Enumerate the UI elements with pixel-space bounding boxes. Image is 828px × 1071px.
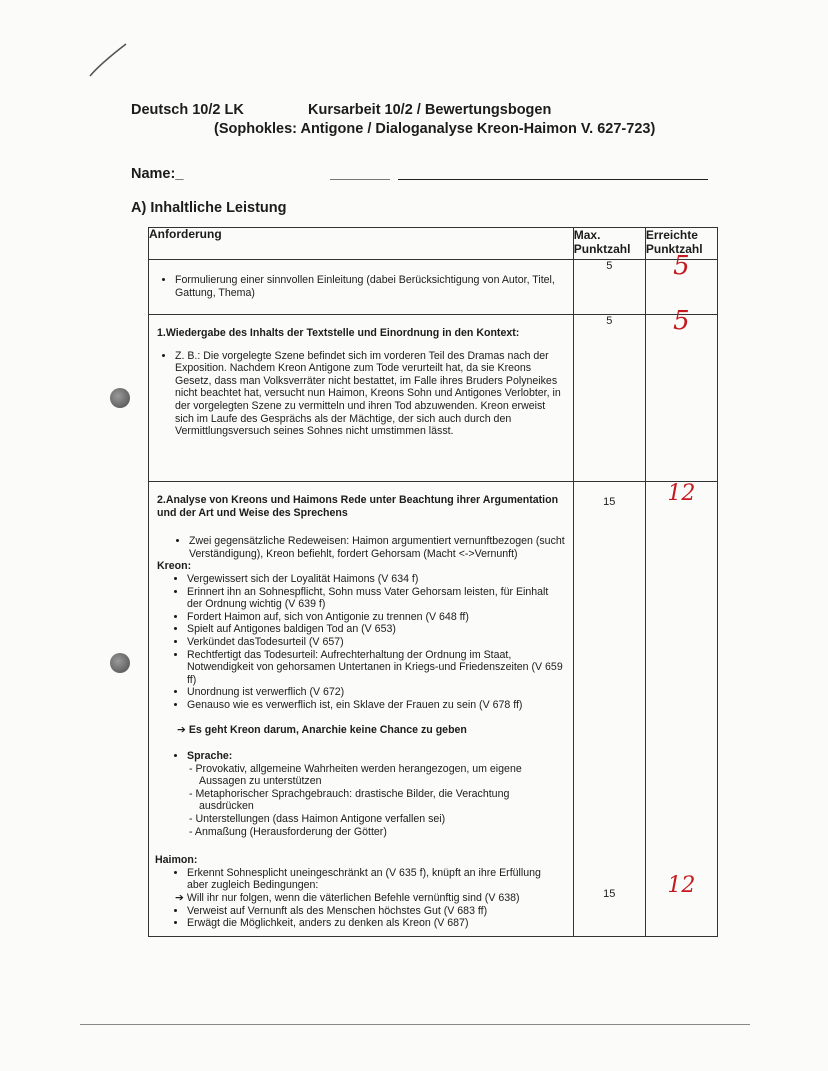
name-underline <box>398 179 708 180</box>
max-points: 5 <box>573 260 645 315</box>
requirement-cell <box>149 315 574 482</box>
header-max-line1: Max. <box>573 228 601 242</box>
list-item: • Verweist auf Vernunft als des Menschen höchstes Gut (V 683 ff) <box>187 905 565 918</box>
requirement-cell <box>149 260 574 315</box>
haimon-arrow-line <box>157 892 565 905</box>
punch-hole-bottom <box>110 653 130 673</box>
grading-table <box>148 227 718 937</box>
list-item: - Metaphorischer Sprachgebrauch: drastische Bilder, die Verachtung ausdrücken <box>199 788 565 813</box>
max-points: 15 <box>603 888 616 900</box>
page-bottom-edge <box>80 1024 750 1025</box>
handwritten-score: 12 <box>667 873 696 898</box>
name-underline-short <box>330 179 390 180</box>
achieved-points-cell <box>645 306 717 482</box>
list-item: • Erkennt Sohnesplicht uneingeschränkt an (V 635 f), knüpft an ihre Erfüllung aber zugleich Bedingungen: <box>187 867 565 892</box>
list-item: • Verkündet dasTodesurteil (V 657) <box>187 636 565 649</box>
name-label: Name:_ <box>131 166 184 182</box>
kreon-conclusion-text: Es geht Kreon darum, Anarchie keine Chance zu geben <box>188 723 467 736</box>
arrow-icon: ➔ <box>175 892 184 905</box>
list-item: • Vergewissert sich der Loyalität Haimons (V 634 f) <box>187 573 565 586</box>
table-header-row <box>149 228 718 260</box>
haimon-arrow-text: Will ihr nur folgen, wenn die väterlichen Befehle vernünftig sind (V 638) <box>186 892 520 905</box>
achieved-points-cell <box>645 482 717 937</box>
list-item: • Erinnert ihn an Sohnespflicht, Sohn muss Vater Gehorsam leisten, für Einhalt der Ordnung wichtig (V 639 f) <box>187 586 565 611</box>
max-points-cell <box>573 482 645 937</box>
list-item: - Anmaßung (Herausforderung der Götter) <box>199 826 565 839</box>
list-item: • Genauso wie es verwerflich ist, ein Sklave der Frauen zu sein (V 678 ff) <box>187 699 565 712</box>
handwritten-score: 5 <box>673 251 690 281</box>
haimon-label: Haimon: <box>155 854 198 867</box>
exam-subtitle: (Sophokles: Antigone / Dialoganalyse Kreon-Haimon V. 627-723) <box>214 121 656 137</box>
kreon-label: Kreon: <box>157 560 192 573</box>
list-item: • Rechtfertigt das Todesurteil: Aufrechterhaltung der Ordnung im Staat, Notwendigkeit von gehorsamen Untertanen in Kriegs-und Friedenszeiten (V 659 ff) <box>187 649 565 687</box>
table-row <box>149 315 718 482</box>
max-points: 15 <box>603 496 616 508</box>
table-row <box>149 482 718 937</box>
list-item: • Erwägt die Möglichkeit, anders zu denken als Kreon (V 687) <box>187 917 565 930</box>
kreon-conclusion <box>157 724 565 737</box>
table-row <box>149 260 718 315</box>
row-heading: 1.Wiedergabe des Inhalts der Textstelle und Einordnung in den Kontext: <box>157 327 520 339</box>
max-points: 5 <box>573 315 645 482</box>
list-item: • Formulierung einer sinnvollen Einleitung (dabei Berücksichtigung von Autor, Titel, Gattung, Thema) <box>175 274 565 299</box>
pen-mark-icon <box>88 40 133 80</box>
header-anforderung: Anforderung <box>149 228 574 260</box>
exam-title: Kursarbeit 10/2 / Bewertungsbogen <box>308 102 552 118</box>
arrow-icon: ➔ <box>177 723 186 736</box>
list-item: • Fordert Haimon auf, sich von Antigonie zu trennen (V 648 ff) <box>187 611 565 624</box>
list-item: • Zwei gegensätzliche Redeweisen: Haimon argumentiert vernunftbezogen (sucht Verständigung), Kreon befiehlt, fordert Gehorsam (Macht <->Vernunft) <box>189 535 565 560</box>
list-item <box>187 750 565 838</box>
sprache-label: Sprache: <box>187 750 233 763</box>
list-item: - Provokativ, allgemeine Wahrheiten werden herangezogen, um eigene Aussagen zu unterstützen <box>199 763 565 788</box>
header-achieved-line1: Erreichte <box>645 228 698 242</box>
header-max-line2: Punktzahl <box>573 242 631 256</box>
handwritten-score: 12 <box>667 481 696 506</box>
course-label: Deutsch 10/2 LK <box>131 102 244 118</box>
list-item: • Z. B.: Die vorgelegte Szene befindet sich im vorderen Teil des Dramas nach der Exposition. Nachdem Kreon Antigone zum Tode verurteilt hat, da sie Kreons Gesetz, dass man Volksverräter nicht bestattet, im Falle ihres Bruders Polyneikes nicht beachtet hat, versucht nun Haimon, Kreons Sohn und Antigones Verlobter, in der vorgelegten Szene zu vermitteln und ihren Tod abzuwenden. Kreon erweist sich im Laufe des Gesprächs als der Mächtige, der sich auch durch den Vermittlungsversuch seines Sohnes nicht umstimmen lässt. <box>175 350 565 438</box>
punch-hole-top <box>110 388 130 408</box>
handwritten-score: 5 <box>673 306 690 336</box>
requirement-cell <box>149 482 574 937</box>
header-achieved-line2: Punktzahl <box>645 242 703 256</box>
list-item: • Unordnung ist verwerflich (V 672) <box>187 686 565 699</box>
row-heading: 2.Analyse von Kreons und Haimons Rede unter Beachtung ihrer Argumentation und der Art und Weise des Sprechens <box>157 494 559 519</box>
list-item: - Unterstellungen (dass Haimon Antigone verfallen sei) <box>199 813 565 826</box>
header-max-points <box>573 228 645 260</box>
section-a-title: A) Inhaltliche Leistung <box>131 200 287 216</box>
list-item: • Spielt auf Antigones baldigen Tod an (V 653) <box>187 623 565 636</box>
